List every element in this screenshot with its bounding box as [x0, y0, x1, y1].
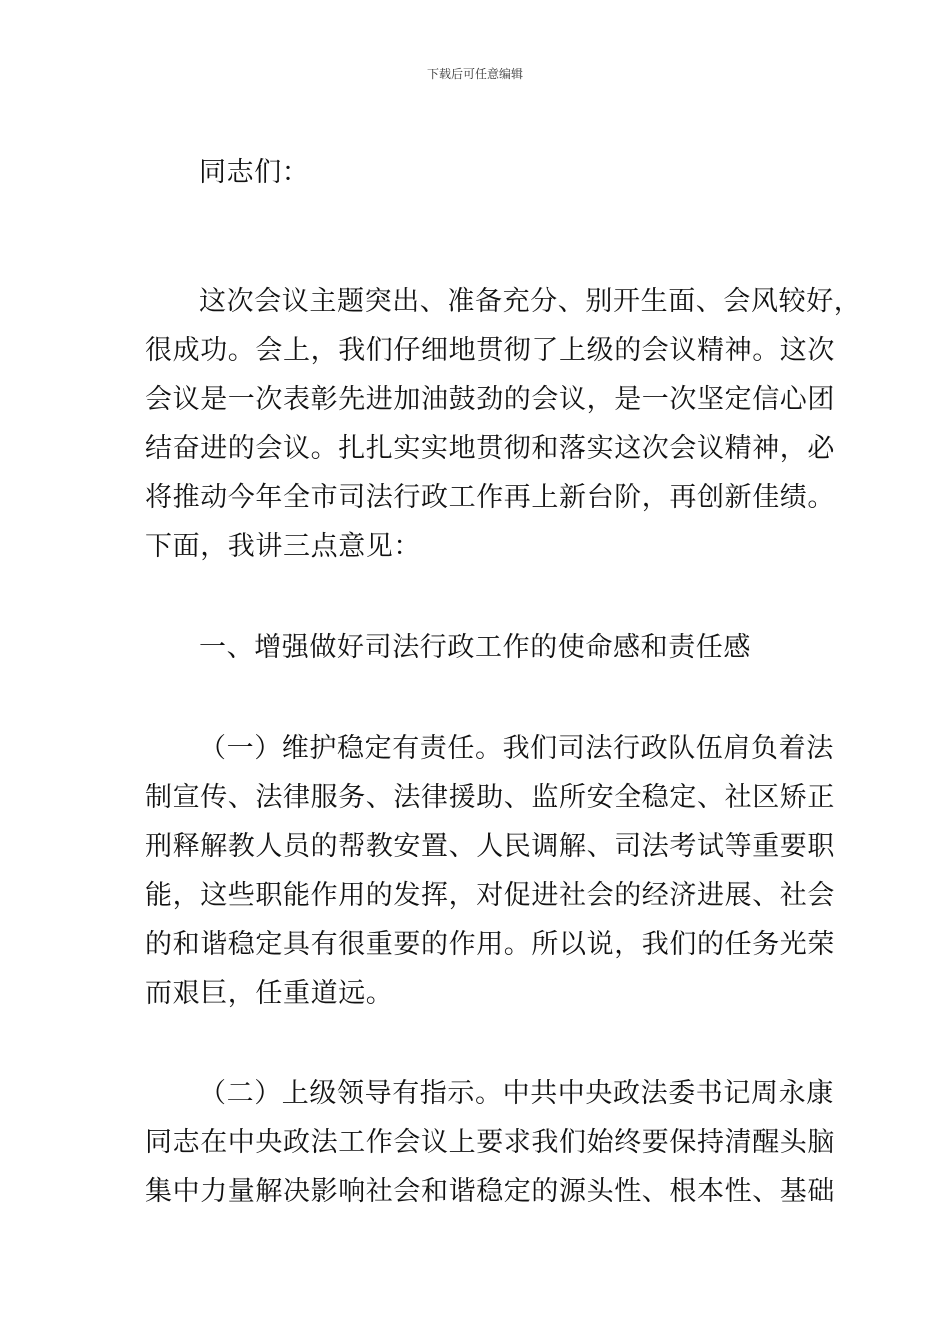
paragraph-line: （二）上级领导有指示。中共中央政法委书记周永康: [199, 1078, 834, 1109]
section-heading: 一、增强做好司法行政工作的使命感和责任感: [199, 632, 751, 663]
paragraph-line: 同志在中央政法工作会议上要求我们始终要保持清醒头脑: [145, 1127, 835, 1158]
paragraph-line: 能，这些职能作用的发挥，对促进社会的经济进展、社会: [145, 880, 835, 911]
paragraph-instructions: [145, 1069, 835, 1216]
paragraph-line: 集中力量解决影响社会和谐稳定的源头性、根本性、基础: [145, 1176, 835, 1207]
paragraph-line: 将推动今年全市司法行政工作再上新台阶，再创新佳绩。: [145, 482, 835, 513]
paragraph-line: 结奋进的会议。扎扎实实地贯彻和落实这次会议精神，必: [145, 433, 835, 464]
page-header: 下载后可任意编辑: [426, 67, 523, 81]
salutation-block: [145, 148, 815, 197]
paragraph-line: 而艰巨，任重道远。: [145, 978, 394, 1009]
paragraph-line: 会议是一次表彰先进加油鼓劲的会议，是一次坚定信心团: [145, 384, 835, 415]
salutation: 同志们：: [199, 157, 310, 188]
paragraph-line: 下面，我讲三点意见：: [145, 531, 421, 562]
paragraph-intro: [145, 277, 862, 571]
section-heading-block: [145, 623, 815, 672]
paragraph-line: （一）维护稳定有责任。我们司法行政队伍肩负着法: [199, 733, 834, 764]
paragraph-line: 很成功。会上，我们仔细地贯彻了上级的会议精神。这次: [145, 335, 835, 366]
paragraph-line: 制宣传、法律服务、法律援助、监所安全稳定、社区矫正: [145, 782, 835, 813]
paragraph-line: 这次会议主题突出、准备充分、别开生面、会风较好，: [199, 286, 862, 317]
paragraph-responsibility: [145, 724, 835, 1018]
paragraph-line: 的和谐稳定具有很重要的作用。所以说，我们的任务光荣: [145, 929, 835, 960]
paragraph-line: 刑释解教人员的帮教安置、人民调解、司法考试等重要职: [145, 831, 835, 862]
